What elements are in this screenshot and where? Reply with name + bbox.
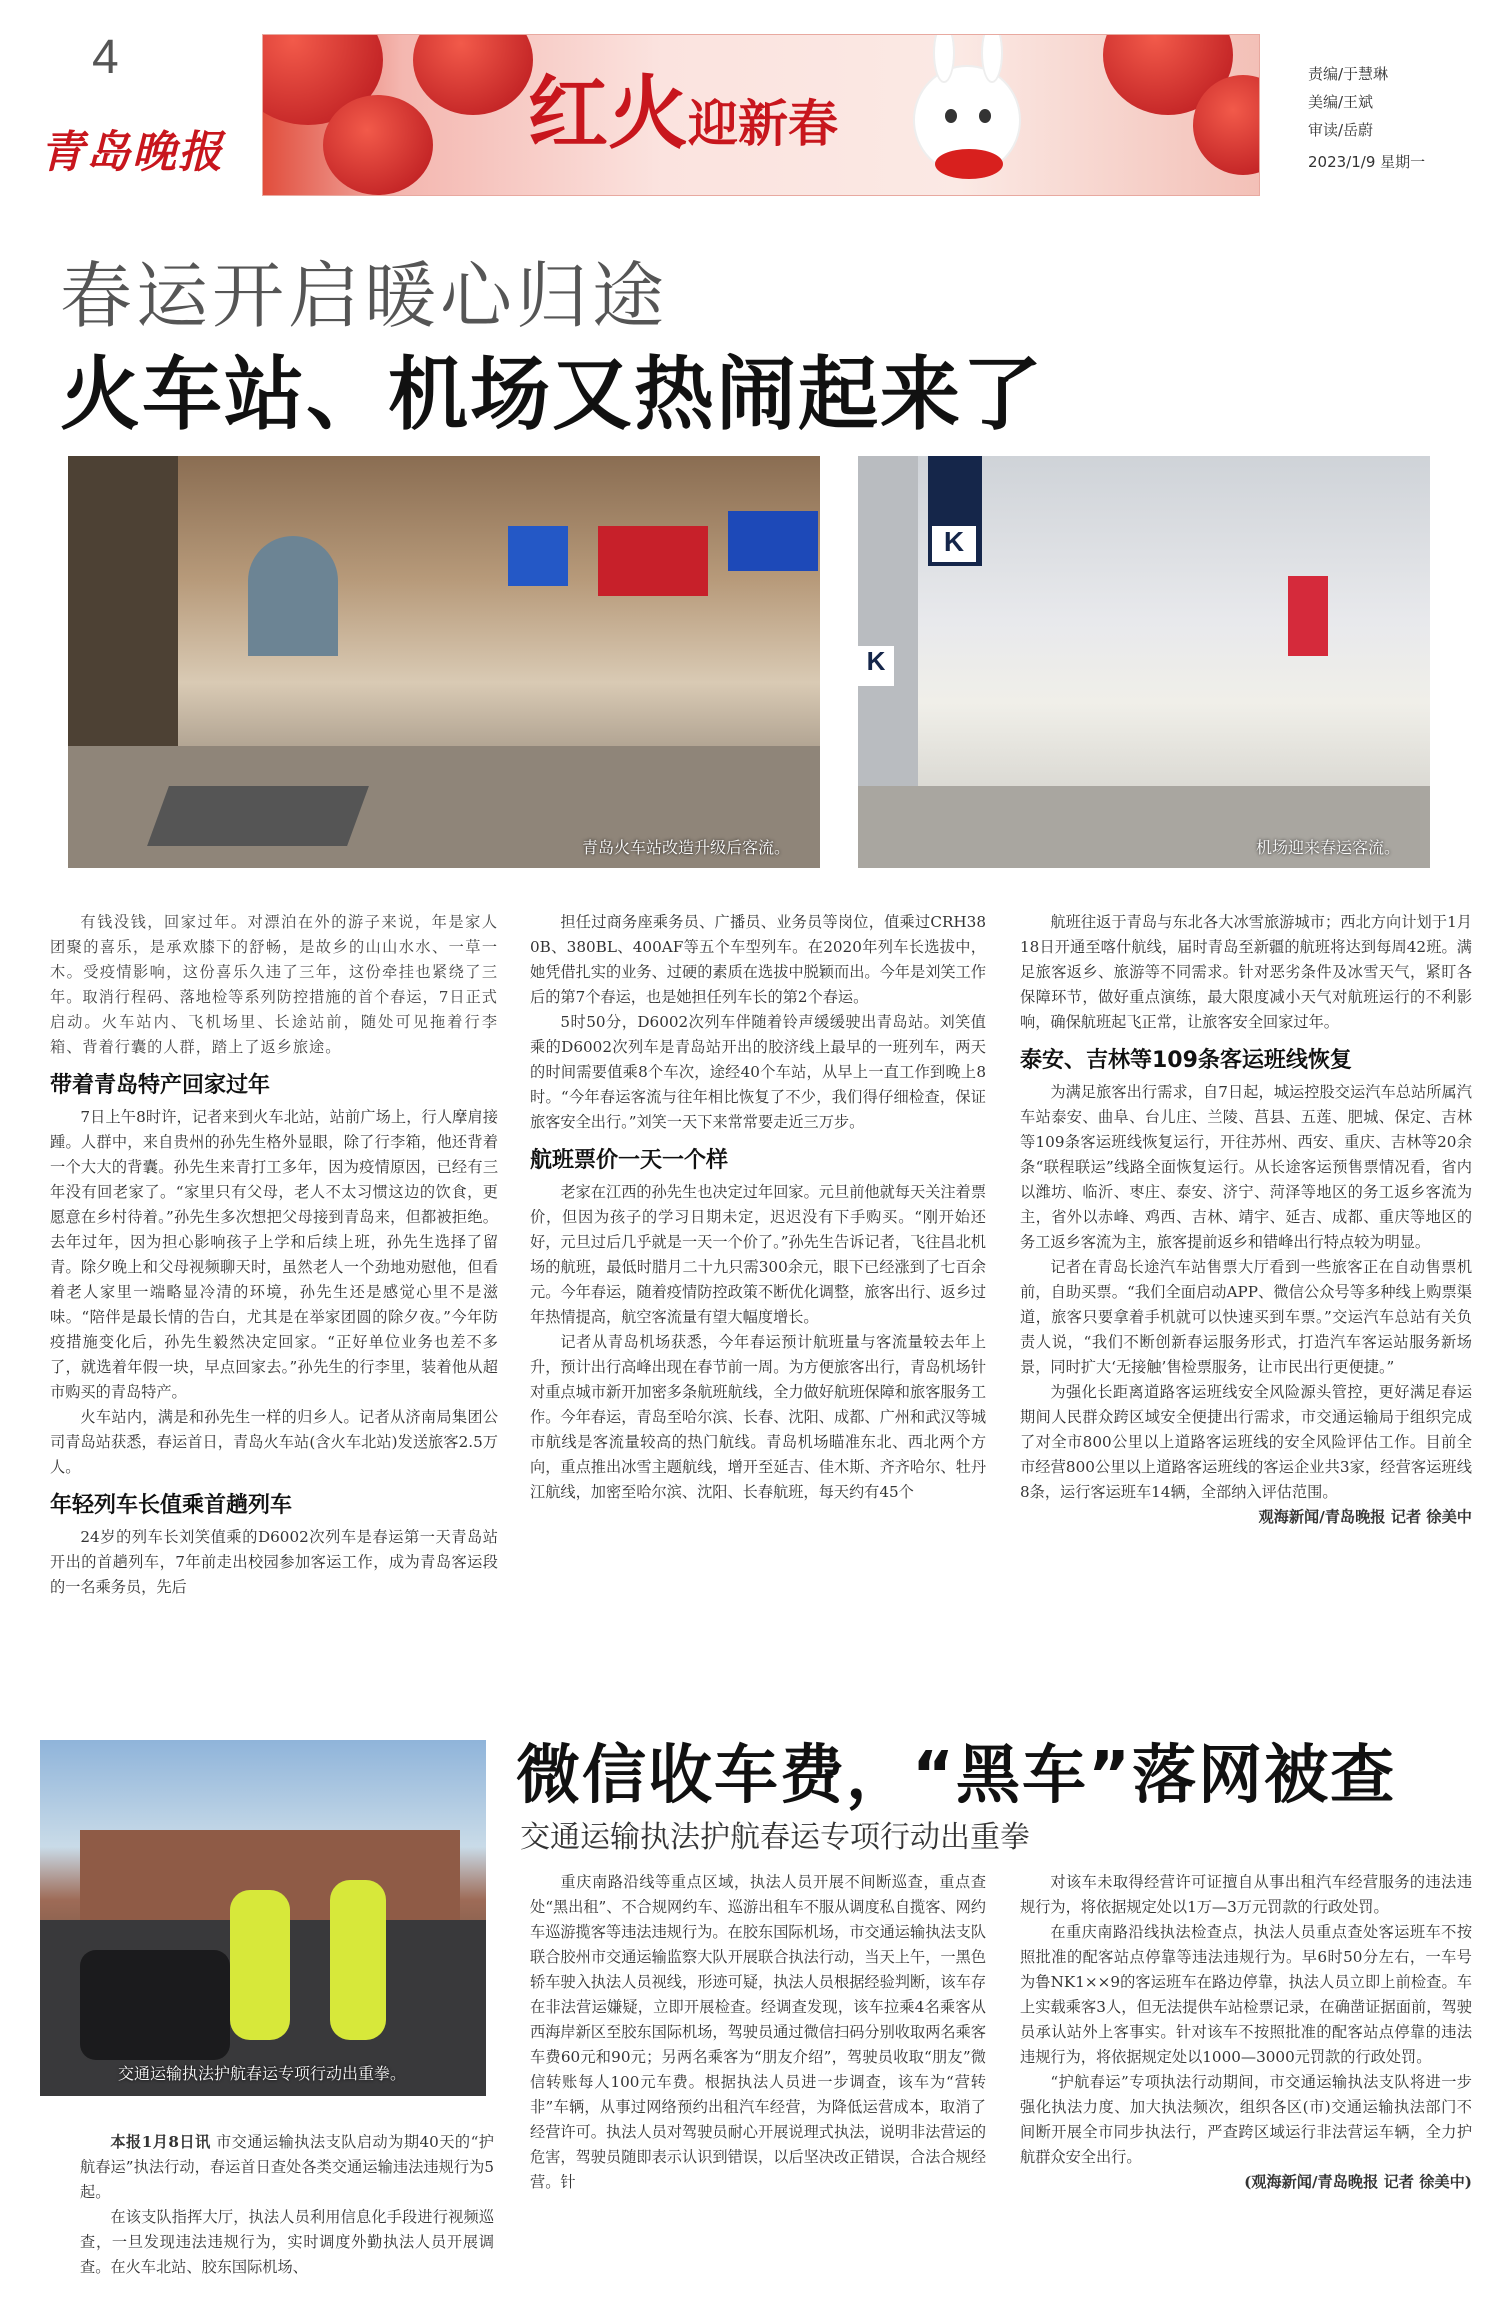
article2-column-2 <box>530 1870 986 2300</box>
section-heading: 航班票价一天一个样 <box>530 1148 729 1173</box>
article1-column-1 <box>50 910 498 1700</box>
issue-date: 2023/1/9 星期一 <box>1308 153 1426 171</box>
paragraph: “护航春运”专项执法行动期间，市交通运输执法支队将进一步强化执法力度、加大执法频次，组织各区(市)交通运输执法部门不间断开展全市同步执法行，严查跨区域运行非法营运车辆，全力护航群众安全出行。 <box>1020 2073 1472 2166</box>
section-heading: 带着青岛特产回家过年 <box>50 1073 271 1098</box>
section-heading: 泰安、吉林等109条客运班线恢复 <box>1020 1048 1352 1073</box>
paragraph: 在该支队指挥大厅，执法人员利用信息化手段进行视频巡查，一旦发现违法违规行为，实时调度外勤执法人员开展调查。在火车北站、胶东国际机场、 <box>80 2208 494 2276</box>
lantern-icon <box>413 34 533 115</box>
article-subheadline: 交通运输执法护航春运专项行动出重拳 <box>520 1820 1030 1855</box>
paragraph: 市交通运输执法支队启动为期40天的“护航春运”执法行动，春运首日查处各类交通运输违法违规行为5起。 <box>80 2133 494 2201</box>
newspaper-logo: 青岛晚报 <box>40 127 224 178</box>
article-kicker: 春运开启暖心归途 <box>60 254 669 338</box>
credit-proofreader: 审读/岳蔚 <box>1308 121 1374 139</box>
dateline: 本报1月8日讯 <box>110 2133 211 2151</box>
banner-title: 红火迎新春 <box>528 66 838 160</box>
gate-sign-icon: K <box>858 646 894 686</box>
paragraph: 7日上午8时许，记者来到火车北站，站前广场上，行人摩肩接踵。人群中，来自贵州的孙先生格外显眼，除了行李箱，他还背着一个大大的背囊。孙先生来青打工多年，因为疫情原因，已经有三年没有回老家了。“家里只有父母，老人不太习惯这边的饮食，更愿意在乡村待着。”孙先生多次想把父母接到青岛来，但都被拒绝。去年过年，因为担心影响孩子上学和后续上班，孙先生选择了留青。除夕晚上和父母视频聊天时，虽然老人一个劲地劝慰他，但看着老人家里一端略显冷清的环境，孙先生还是感觉心里不是滋味。“陪伴是最长情的告白，尤其是在举家团圆的除夕夜。”今年防疫措施变化后，孙先生毅然决定回家。“正好单位业务也差不多了，就选着年假一块，早点回家去。”孙先生的行李里，装着他从超市购买的青岛特产。 <box>50 1108 498 1401</box>
article-headline: 火车站、机场又热闹起来了 <box>60 348 1044 441</box>
credit-designer: 美编/王斌 <box>1308 93 1374 111</box>
airport-photo <box>858 456 1430 868</box>
article-lead: 有钱没钱，回家过年。对漂泊在外的游子来说，年是家人团聚的喜乐，是承欢膝下的舒畅，是故乡的山山水水、一草一木。受疫情影响，这份喜乐久违了三年，这份牵挂也紧绕了三年。取消行程码、落地检等系列防控措施的首个春运，7日正式启动。火车站内、飞机场里、长途站前，随处可见拖着行李箱、背着行囊的人群，踏上了返乡旅途。 <box>50 913 498 1056</box>
paragraph: 24岁的列车长刘笑值乘的D6002次列车是春运第一天青岛站开出的首趟列车，7年前走出校园参加客运工作，成为青岛客运段的一名乘务员，先后 <box>50 1528 498 1596</box>
photo-caption: 青岛火车站改造升级后客流。 <box>581 838 790 857</box>
page-number: 4 <box>92 31 119 84</box>
credit-editor: 责编/于慧琳 <box>1308 65 1389 83</box>
paragraph: 老家在江西的孙先生也决定过年回家。元旦前他就每天关注着票价，但因为孩子的学习日期未定，迟迟没有下手购买。“刚开始还好，元旦过后几乎就是一天一个价了。”孙先生告诉记者，飞往昌北机场的航班，最低时腊月二十九只需300余元，眼下已经涨到了七百余元。今年春运，随着疫情防控政策不断优化调整，旅客出行、返乡过年热情提高，航空客流量有望大幅度增长。 <box>530 1183 986 1326</box>
enforcement-photo <box>40 1740 486 2096</box>
photo-caption: 机场迎来春运客流。 <box>1255 838 1400 857</box>
paragraph: 航班往返于青岛与东北各大冰雪旅游城市；西北方向计划于1月18日开通至喀什航线，届时青岛至新疆的航班将达到每周42班。满足旅客返乡、旅游等不同需求。针对恶劣条件及冰雪天气，紧盯各保障环节，做好重点演练，最大限度减小天气对航班运行的不利影响，确保航班起飞正常，让旅客安全回家过年。 <box>1020 913 1472 1031</box>
article-byline: 观海新闻/青岛晚报 记者 徐美中 <box>1258 1508 1472 1526</box>
article-headline: 微信收车费，“黑车”落网被查 <box>516 1739 1397 1813</box>
train-station-photo <box>68 456 820 868</box>
paragraph: 在重庆南路沿线执法检查点，执法人员重点查处客运班车不按照批准的配客站点停靠等违法违规行为。早6时50分左右，一车号为鲁NK1××9的客运班车在路边停靠，执法人员立即上前检查。车上实载乘客3人，但无法提供车站检票记录，在确凿证据面前，驾驶员承认站外上客事实。针对该车不按照批准的配客站点停靠的违法违规行为，将依据规定处以1000—3000元罚款的行政处罚。 <box>1020 1923 1472 2066</box>
paragraph: 记者从青岛机场获悉，今年春运预计航班量与客流量较去年上升，预计出行高峰出现在春节前一周。为方便旅客出行，青岛机场针对重点城市新开加密多条航班航线，全力做好航班保障和旅客服务工作。今年春运，青岛至哈尔滨、长春、沈阳、成都、广州和武汉等城市航线是客流量较高的热门航线。青岛机场瞄准东北、西北两个方向，重点推出冰雪主题航线，增开至延吉、佳木斯、齐齐哈尔、牡丹江航线，加密至哈尔滨、沈阳、长春航班，每天约有45个 <box>530 1333 986 1501</box>
paragraph: 5时50分，D6002次列车伴随着铃声缓缓驶出青岛站。刘笑值乘的D6002次列车是青岛站开出的胶济线上最早的一班列车，两天的时间需要值乘8个车次，途经40个车站，从早上一直工作到晚上8时。“今年春运客流与往年相比恢复了不少，我们得仔细检查，保证旅客安全出行。”刘笑一天下来常常要走近三万步。 <box>530 1013 986 1131</box>
paragraph: 记者在青岛长途汽车站售票大厅看到一些旅客正在自动售票机前，自助买票。“我们全面启动APP、微信公众号等多种线上购票渠道，旅客只要拿着手机就可以快速买到车票。”交运汽车总站有关负责人说，“我们不断创新春运服务形式，打造汽车客运站服务新场景，同时扩大‘无接触’售检票服务，让市民出行更便捷。” <box>1020 1258 1472 1376</box>
paragraph: 为满足旅客出行需求，自7日起，城运控股交运汽车总站所属汽车站泰安、曲阜、台儿庄、兰陵、莒县、五莲、肥城、保定、吉林等109条客运班线恢复运行，开往苏州、西安、重庆、吉林等20余条“联程联运”线路全面恢复运行。从长途客运预售票情况看，省内以潍坊、临沂、枣庄、泰安、济宁、菏泽等地区的务工返乡客流为主，省外以赤峰、鸡西、吉林、靖宇、延吉、成都、重庆等地区的务工返乡客流为主，旅客提前返乡和错峰出行特点较为明显。 <box>1020 1083 1472 1251</box>
paragraph: 火车站内，满是和孙先生一样的归乡人。记者从济南局集团公司青岛站获悉，春运首日，青岛火车站(含火车北站)发送旅客2.5万人。 <box>50 1408 498 1476</box>
editor-credits <box>1308 60 1425 176</box>
section-heading: 年轻列车长值乘首趟列车 <box>50 1493 293 1518</box>
article-byline: (观海新闻/青岛晚报 记者 徐美中) <box>1244 2173 1472 2191</box>
paragraph: 重庆南路沿线等重点区域，执法人员开展不间断巡查，重点查处“黑出租”、不合规网约车、巡游出租车不服从调度私自揽客、网约车巡游揽客等违法违规行为。在胶东国际机场，市交通运输执法支队联合胶州市交通运输监察大队开展联合执法行动，当天上午，一黑色轿车驶入执法人员视线，形迹可疑，执法人员根据经验判断，该车存在非法营运嫌疑，立即开展检查。经调查发现，该车拉乘4名乘客从西海岸新区至胶东国际机场，驾驶员通过微信扫码分别收取两名乘客车费60元和90元；另两名乘客为“朋友介绍”，驾驶员收取“朋友”微信转账每人100元车费。根据执法人员进一步调查，该车为“营转非”车辆，从事过网络预约出租汽车经营，为降低运营成本，取消了经营许可。执法人员对驾驶员耐心开展说理式执法，说明非法营运的危害，驾驶员随即表示认识到错误，以后坚决改正错误，合法合规经营。针 <box>530 1873 986 2191</box>
rabbit-mascot-icon <box>913 65 1021 175</box>
lantern-icon <box>323 95 433 195</box>
paragraph: 对该车未取得经营许可证擅自从事出租汽车经营服务的违法违规行为，将依据规定处以1万—3万元罚款的行政处罚。 <box>1020 1873 1472 1916</box>
paragraph: 为强化长距离道路客运班线安全风险源头管控，更好满足春运期间人民群众跨区域安全便捷出行需求，市交通运输局于组织完成了对全市800公里以上道路客运班线的安全风险评估工作。目前全市经营800公里以上道路客运班线的客运企业共3家，经营客运班线8条，运行客运班车14辆，全部纳入评估范围。 <box>1020 1383 1472 1501</box>
paragraph: 担任过商务座乘务员、广播员、业务员等岗位，值乘过CRH380B、380BL、400AF等五个车型列车。在2020年列车长选拔中，她凭借扎实的业务、过硬的素质在选拔中脱颖而出。今年是刘笑工作后的第7个春运，也是她担任列车长的第2个春运。 <box>530 913 986 1006</box>
festival-banner <box>262 34 1260 196</box>
article2-column-1 <box>80 2130 494 2300</box>
photo-caption: 交通运输执法护航春运专项行动出重拳。 <box>118 2064 407 2083</box>
article1-column-3 <box>1020 910 1472 1700</box>
article2-column-3 <box>1020 1870 1472 2300</box>
gate-sign-icon: K <box>932 526 976 562</box>
article1-column-2 <box>530 910 986 1700</box>
